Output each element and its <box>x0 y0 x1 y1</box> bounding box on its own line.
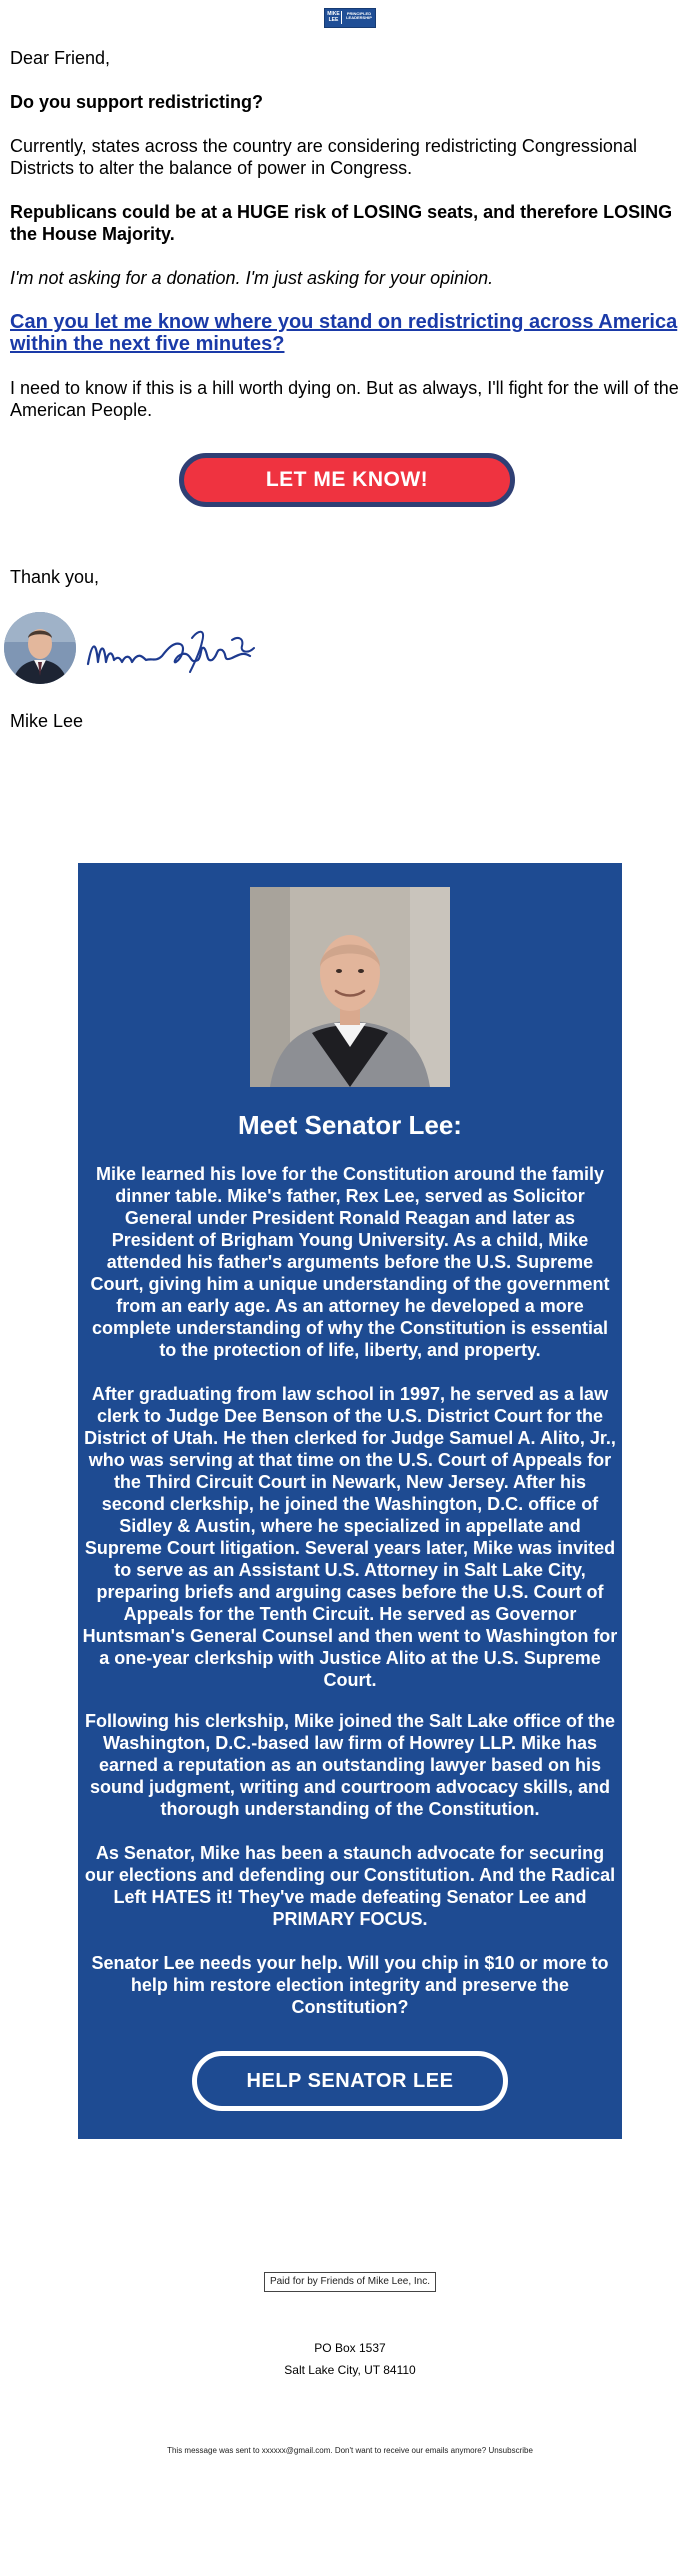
paragraph-hill: I need to know if this is a hill worth dying on. But as always, I'll fight for the will of the American People. <box>10 378 679 420</box>
paragraph-currently: Currently, states across the country are considering redistricting Congressional Districts to alter the balance of power in Congress. <box>10 136 637 178</box>
senator-portrait <box>250 887 450 1087</box>
paid-for-disclaimer: Paid for by Friends of Mike Lee, Inc. <box>264 2272 436 2292</box>
logo-name: MIKE LEE <box>327 11 340 23</box>
closing-thanks: Thank you, <box>10 567 100 587</box>
header <box>0 8 700 33</box>
let-me-know-button[interactable]: LET ME KNOW! <box>179 453 515 507</box>
avatar-portrait-image <box>4 612 76 684</box>
address-line-1: PO Box 1537 <box>314 2341 386 2355</box>
signer-name: Mike Lee <box>10 711 84 731</box>
senator-portrait-image <box>250 887 450 1087</box>
logo-tagline: PRINCIPLED LEADERSHIP <box>346 11 372 20</box>
survey-link[interactable]: Can you let me know where you stand on redistricting across America within the next five minutes? <box>10 311 678 355</box>
bio-paragraph: Mike learned his love for the Constitution around the family dinner table. Mike's father, Rex Lee, served as Solicitor General under President Ronald Reagan and later as President of Brigham Young University. As a child, Mike attended his father's arguments before the U.S. Supreme Court, giving him a unique understanding of the government from an early age. As an attorney he developed a more complete understanding of why the Constitution is essential to the protection of life, liberty, and property. <box>90 1164 610 1360</box>
bio-paragraph: As Senator, Mike has been a staunch advocate for securing our elections and defending our Constitution. And the Radical Left HATES it! They've made defeating Senator Lee and PRIMARY FOCUS. <box>84 1843 616 1929</box>
paragraph-opinion: I'm not asking for a donation. I'm just asking for your opinion. <box>10 268 494 288</box>
logo-divider <box>341 11 342 24</box>
footer-note <box>0 2445 700 2457</box>
bio-paragraph: Following his clerkship, Mike joined the Salt Lake office of the Washington, D.C.-based law firm of Howrey LLP. Mike has earned a reputation as an outstanding lawyer based on his sound judgment, writing and courtroom advocacy skills, and thorough understanding of the Constitution. <box>84 1711 616 1819</box>
signature <box>82 612 282 686</box>
handwritten-signature-image <box>82 612 282 686</box>
bio-paragraph: Senator Lee needs your help. Will you chip in $10 or more to help him restore election integrity and preserve the Constitution? <box>91 1953 609 2017</box>
address-line-2: Salt Lake City, UT 84110 <box>284 2363 416 2377</box>
question-heading: Do you support redistricting? <box>10 92 264 112</box>
sent-to-text: This message was sent to xxxxxx@gmail.com. Don't want to receive our emails anymore? <box>167 2446 487 2455</box>
help-senator-lee-button[interactable]: HELP SENATOR LEE <box>192 2051 508 2111</box>
greeting: Dear Friend, <box>10 48 111 68</box>
unsubscribe-link[interactable]: Unsubscribe <box>488 2446 533 2455</box>
mike-lee-logo[interactable] <box>324 8 376 28</box>
paragraph-republicans: Republicans could be at a HUGE risk of LOSING seats, and therefore LOSING the House Majority. <box>10 202 673 244</box>
bio-paragraph: After graduating from law school in 1997, he served as a law clerk to Judge Dee Benson of the U.S. District Court for the District of Utah. He then clerked for Judge Samuel A. Alito, Jr., who was serving at that time on the U.S. Court of Appeals for the Third Circuit Court in Newark, New Jersey. After his second clerkship, he joined the Washington, D.C. office of Sidley & Austin, where he specialized in appellate and Supreme Court litigation. Several years later, Mike was invited to serve as an Assistant U.S. Attorney in Salt Lake City, preparing briefs and arguing cases before the U.S. Court of Appeals for the Tenth Circuit. He served as Governor Huntsman's General Counsel and then went to Washington for a one-year clerkship with Justice Alito at the U.S. Supreme Court. <box>82 1384 618 1690</box>
survey-link-paragraph <box>10 311 690 355</box>
meet-senator-section <box>78 863 622 2139</box>
avatar <box>4 612 76 684</box>
bio-title: Meet Senator Lee: <box>238 1110 462 1140</box>
